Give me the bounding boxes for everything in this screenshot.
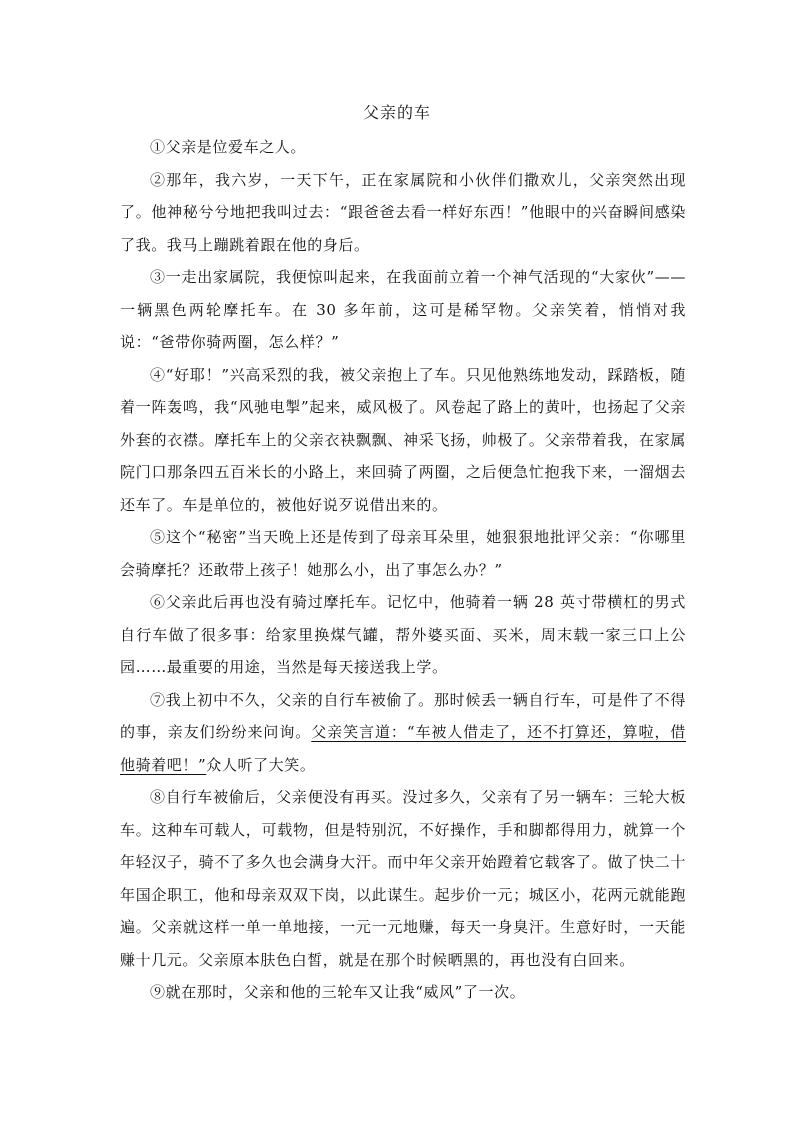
paragraph-7 [120, 684, 686, 782]
paragraph-6: ⑥父亲此后再也没有骑过摩托车。记忆中，他骑着一辆 28 英寸带横杠的男式自行车做了很多事：给家里换煤气罐，帮外婆买面、买米，周末载一家三口上公园……最重要的用途，当然是每天接送我上学。 [120, 593, 686, 676]
paragraph-7-tail: 众人听了大笑。 [206, 755, 316, 774]
paragraph-7-lead: ⑦我上初中不久，父亲的自行车被偷了。那时候丢一辆自行车，可是件了不得的事，亲友们纷纷来问询。 [120, 690, 686, 741]
document-body [120, 131, 686, 1009]
paragraph-3: ③一走出家属院，我便惊叫起来，在我面前立着一个神气活现的“大家伙”——一辆黑色两轮摩托车。在 30 多年前，这可是稀罕物。父亲笑着，悄悄对我说：“爸带你骑两圈，怎么样？” [120, 268, 686, 351]
paragraph-2: ②那年，我六岁，一天下午，正在家属院和小伙伴们撒欢儿，父亲突然出现了。他神秘兮兮地把我叫过去：“跟爸爸去看一样好东西！”他眼中的兴奋瞬间感染了我。我马上蹦跳着跟在他的身后。 [120, 170, 686, 254]
paragraph-5: ⑤这个“秘密”当天晚上还是传到了母亲耳朵里，她狠狠地批评父亲：“你哪里会骑摩托？还敢带上孩子！她那么小，出了事怎么办？” [120, 528, 686, 579]
paragraph-8: ⑧自行车被偷后，父亲便没有再买。没过多久，父亲有了另一辆车：三轮大板车。这种车可载人，可载物，但是特别沉，不好操作，手和脚都得用力，就算一个年轻汉子，骑不了多久也会满身大汗。而中年父亲开始蹬着它载客了。做了快二十年国企职工，他和母亲双双下岗，以此谋生。起步价一元；城区小，花两元就能跑遍。父亲就这样一单一单地接，一元一元地赚，每天一身臭汗。生意好时，一天能赚十几元。父亲原本肤色白皙，就是在那个时候晒黑的，再也没有白回来。 [120, 788, 686, 969]
paragraph-4: ④“好耶！”兴高采烈的我，被父亲抱上了车。只见他熟练地发动，踩踏板，随着一阵轰鸣，我“风驰电掣”起来，威风极了。风卷起了路上的黄叶，也扬起了父亲外套的衣襟。摩托车上的父亲衣袂飘飘、神采飞扬，帅极了。父亲带着我，在家属院门口那条四五百米长的小路上，来回骑了两圈，之后便急忙抱我下来，一溜烟去还车了。车是单位的，被他好说歹说借出来的。 [120, 365, 686, 514]
underlined-quote: 父亲笑言道：“车被人借走了，还不打算还，算啦，借他骑着吧！” [120, 723, 687, 774]
paragraph-9: ⑨就在那时，父亲和他的三轮车又让我“威风”了一次。 [150, 983, 526, 1001]
paragraph-1: ①父亲是位爱车之人。 [150, 138, 307, 156]
document-title: 父亲的车 [362, 103, 431, 122]
